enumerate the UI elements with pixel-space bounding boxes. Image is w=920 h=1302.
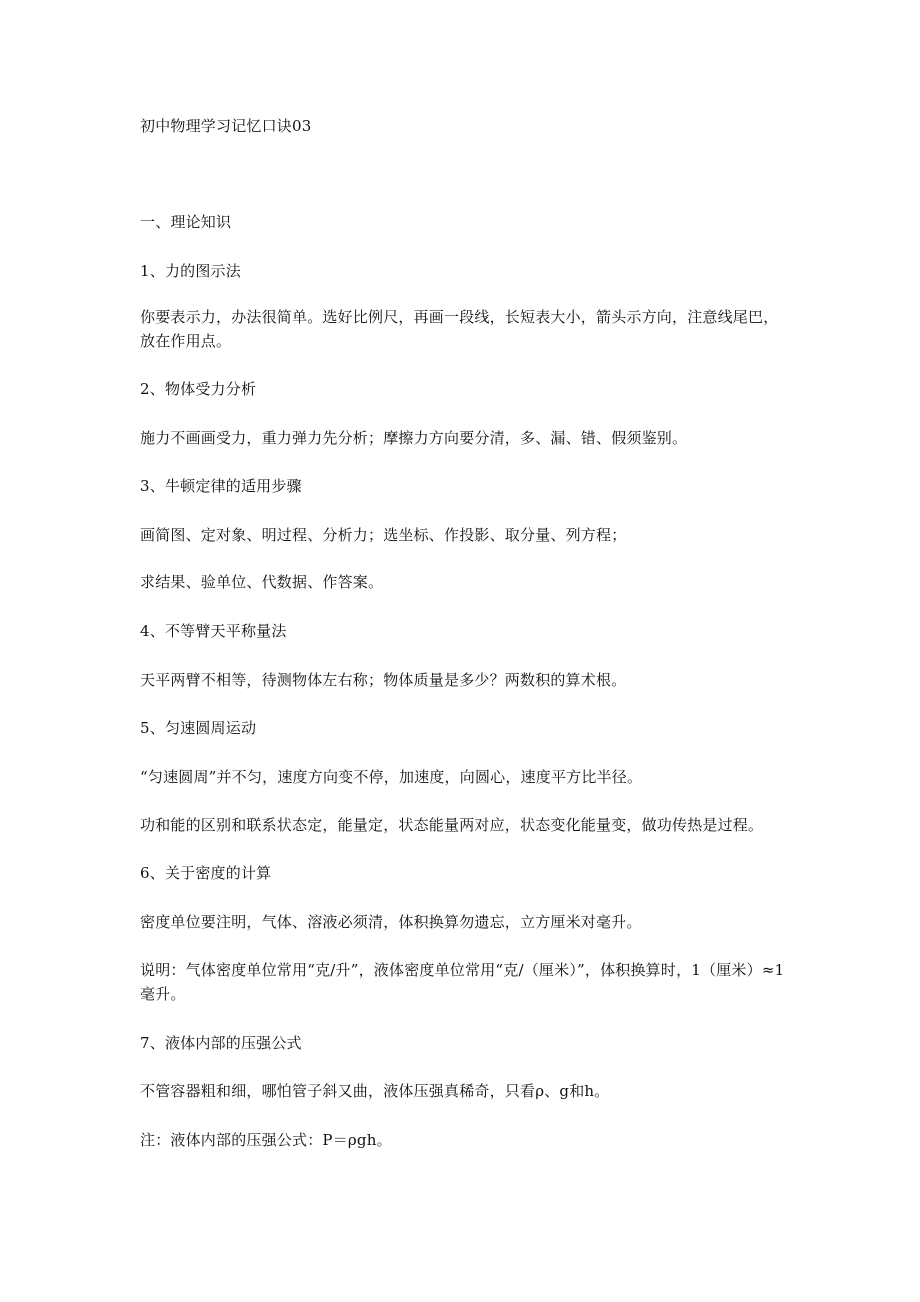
paragraph: 你要表示力，办法很简单。选好比例尺，再画一段线，长短表大小，箭头示方向，注意线尾巴，放在作用点。 <box>140 308 779 350</box>
item-heading: 1、力的图示法 <box>140 262 241 280</box>
item-heading: 6、关于密度的计算 <box>140 864 272 882</box>
item-heading: 5、匀速圆周运动 <box>140 719 257 737</box>
item-heading: 3、牛顿定律的适用步骤 <box>140 477 302 495</box>
section-heading: 一、理论知识 <box>140 213 232 231</box>
paragraph: 注：液体内部的压强公式：P＝ρgh。 <box>140 1131 392 1149</box>
item-heading: 7、液体内部的压强公式 <box>140 1034 302 1052</box>
paragraph: 画简图、定对象、明过程、分析力；选坐标、作投影、取分量、列方程； <box>140 526 627 544</box>
paragraph: 天平两臂不相等，待测物体左右称；物体质量是多少？两数积的算术根。 <box>140 671 627 689</box>
paragraph: 说明：气体密度单位常用“克/升”，液体密度单位常用“克/（厘米）”，体积换算时，1（厘米）≈1毫升。 <box>140 961 785 1003</box>
paragraph: 施力不画画受力，重力弹力先分析；摩擦力方向要分清，多、漏、错、假须鉴别。 <box>140 429 688 447</box>
item-heading: 4、不等臂天平称量法 <box>140 622 287 640</box>
document-title: 初中物理学习记忆口诀03 <box>140 117 312 135</box>
item-heading: 2、物体受力分析 <box>140 380 257 398</box>
paragraph: 功和能的区别和联系状态定，能量定，状态能量两对应，状态变化能量变，做功传热是过程。 <box>140 816 764 834</box>
paragraph: 密度单位要注明，气体、溶液必须清，体积换算勿遗忘，立方厘米对毫升。 <box>140 913 642 931</box>
paragraph: “匀速圆周”并不匀，速度方向变不停，加速度，向圆心，速度平方比半径。 <box>140 768 643 786</box>
paragraph: 不管容器粗和细，哪怕管子斜又曲，液体压强真稀奇，只看ρ、g和h。 <box>140 1082 610 1100</box>
paragraph: 求结果、验单位、代数据、作答案。 <box>140 573 384 591</box>
